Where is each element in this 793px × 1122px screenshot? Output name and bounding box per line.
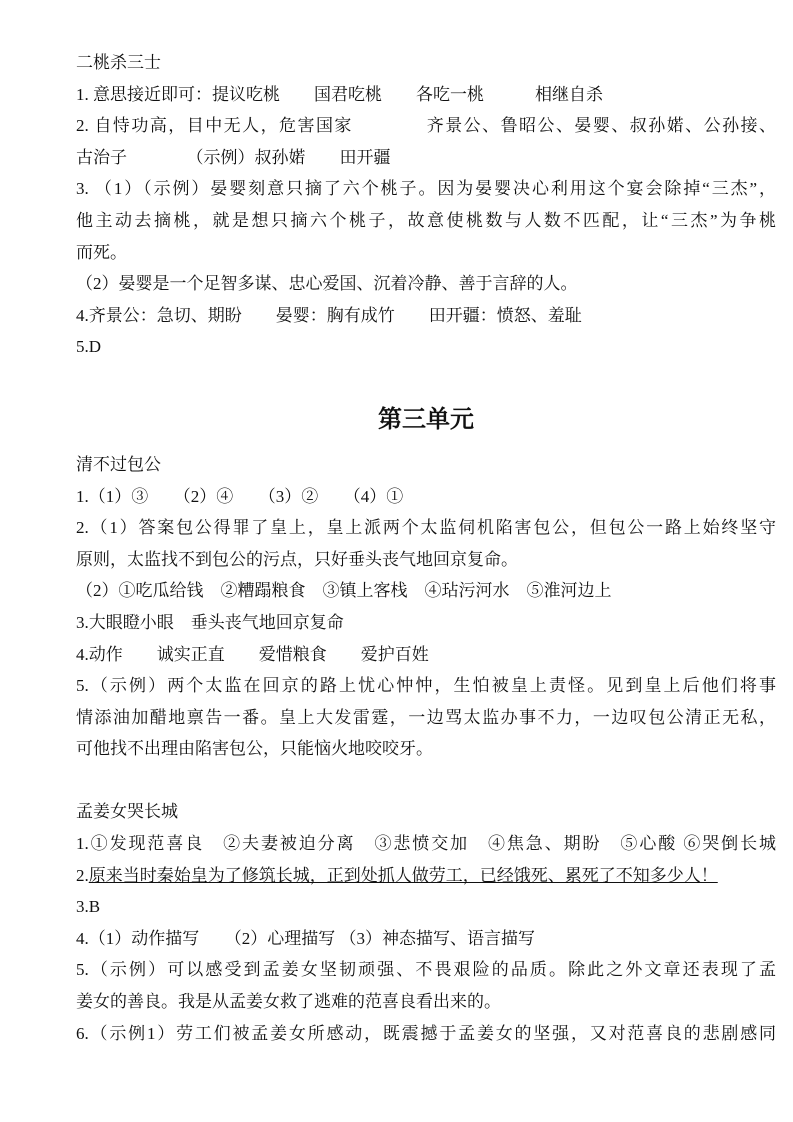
story-title: 孟姜女哭长城 bbox=[76, 802, 178, 822]
answer-line: 5.D bbox=[76, 337, 102, 357]
answer-line: 而死。 bbox=[76, 242, 127, 262]
answer-line: 情添油加醋地禀告一番。皇上大发雷霆，一边骂太监办事不力，一边叹包公清正无私， bbox=[76, 707, 776, 727]
answer-line: 他主动去摘桃，就是想只摘六个桃子，故意使桃数与人数不匹配，让“三杰”为争桃 bbox=[76, 210, 776, 230]
answer-line: （2）①吃瓜给钱 ②糟蹋粮食 ③镇上客栈 ④玷污河水 ⑤淮河边上 bbox=[76, 581, 612, 601]
answer-line bbox=[76, 860, 776, 892]
answer-line: 5.（示例）两个太监在回京的路上忧心忡忡，生怕被皇上责怪。见到皇上后他们将事 bbox=[76, 676, 776, 696]
answer-line: 3.大眼瞪小眼 垂头丧气地回京复命 bbox=[76, 612, 344, 632]
underlined-answer: 原来当时秦始皇为了修筑长城，正到处抓人做劳工，已经饿死、累死了不知多少人！ bbox=[88, 865, 718, 885]
answer-line: 1.①发现范喜良 ②夫妻被迫分离 ③悲愤交加 ④焦急、期盼 ⑤心酸 ⑥哭倒长城 bbox=[76, 834, 776, 854]
answer-line: 2.（1）答案包公得罪了皇上，皇上派两个太监伺机陷害包公，但包公一路上始终坚守 bbox=[76, 518, 776, 538]
answer-line: 姜女的善良。我是从孟姜女救了逃难的范喜良看出来的。 bbox=[76, 992, 501, 1012]
story-title: 清不过包公 bbox=[76, 454, 161, 474]
answer-line: 3.B bbox=[76, 897, 101, 917]
answer-line: 原则，太监找不到包公的污点，只好垂头丧气地回京复命。 bbox=[76, 549, 518, 569]
unit-heading: 第三单元 bbox=[378, 405, 474, 433]
blank-line bbox=[76, 765, 776, 797]
answer-line: 1. 意思接近即可：提议吃桃 国君吃桃 各吃一桃 相继自杀 bbox=[76, 84, 603, 104]
answer-line: 2. 自恃功高，目中无人，危害国家 齐景公、鲁昭公、晏婴、叔孙婼、公孙接、 bbox=[76, 116, 776, 136]
answer-line: 5.（示例）可以感受到孟姜女坚韧顽强、不畏艰险的品质。除此之外文章还表现了孟 bbox=[76, 960, 776, 980]
answer-line: 3. （1）（示例）晏婴刻意只摘了六个桃子。因为晏婴决心利用这个宴会除掉“三杰”， bbox=[76, 179, 776, 199]
answer-line: 可他找不出理由陷害包公，只能恼火地咬咬牙。 bbox=[76, 739, 433, 759]
answer-line: 古治子 （示例）叔孙婼 田开疆 bbox=[76, 147, 391, 167]
answer-line: 1.（1）③ （2）④ （3）② （4）① bbox=[76, 486, 404, 506]
answer-line: 4.（1）动作描写 （2）心理描写 （3）神态描写、语言描写 bbox=[76, 928, 535, 948]
story-title: 二桃杀三士 bbox=[76, 53, 161, 72]
answer-number: 2. bbox=[76, 865, 89, 885]
document-page bbox=[76, 47, 776, 1049]
answer-line: （2）晏婴是一个足智多谋、忠心爱国、沉着冷静、善于言辞的人。 bbox=[76, 274, 578, 294]
answer-line: 4.齐景公：急切、期盼 晏婴：胸有成竹 田开疆：愤怒、羞耻 bbox=[76, 305, 582, 325]
answer-line: 4.动作 诚实正直 爱惜粮食 爱护百姓 bbox=[76, 644, 429, 664]
answer-line: 6.（示例1）劳工们被孟姜女所感动，既震撼于孟姜女的坚强，又对范喜良的悲剧感同 bbox=[76, 1023, 776, 1043]
